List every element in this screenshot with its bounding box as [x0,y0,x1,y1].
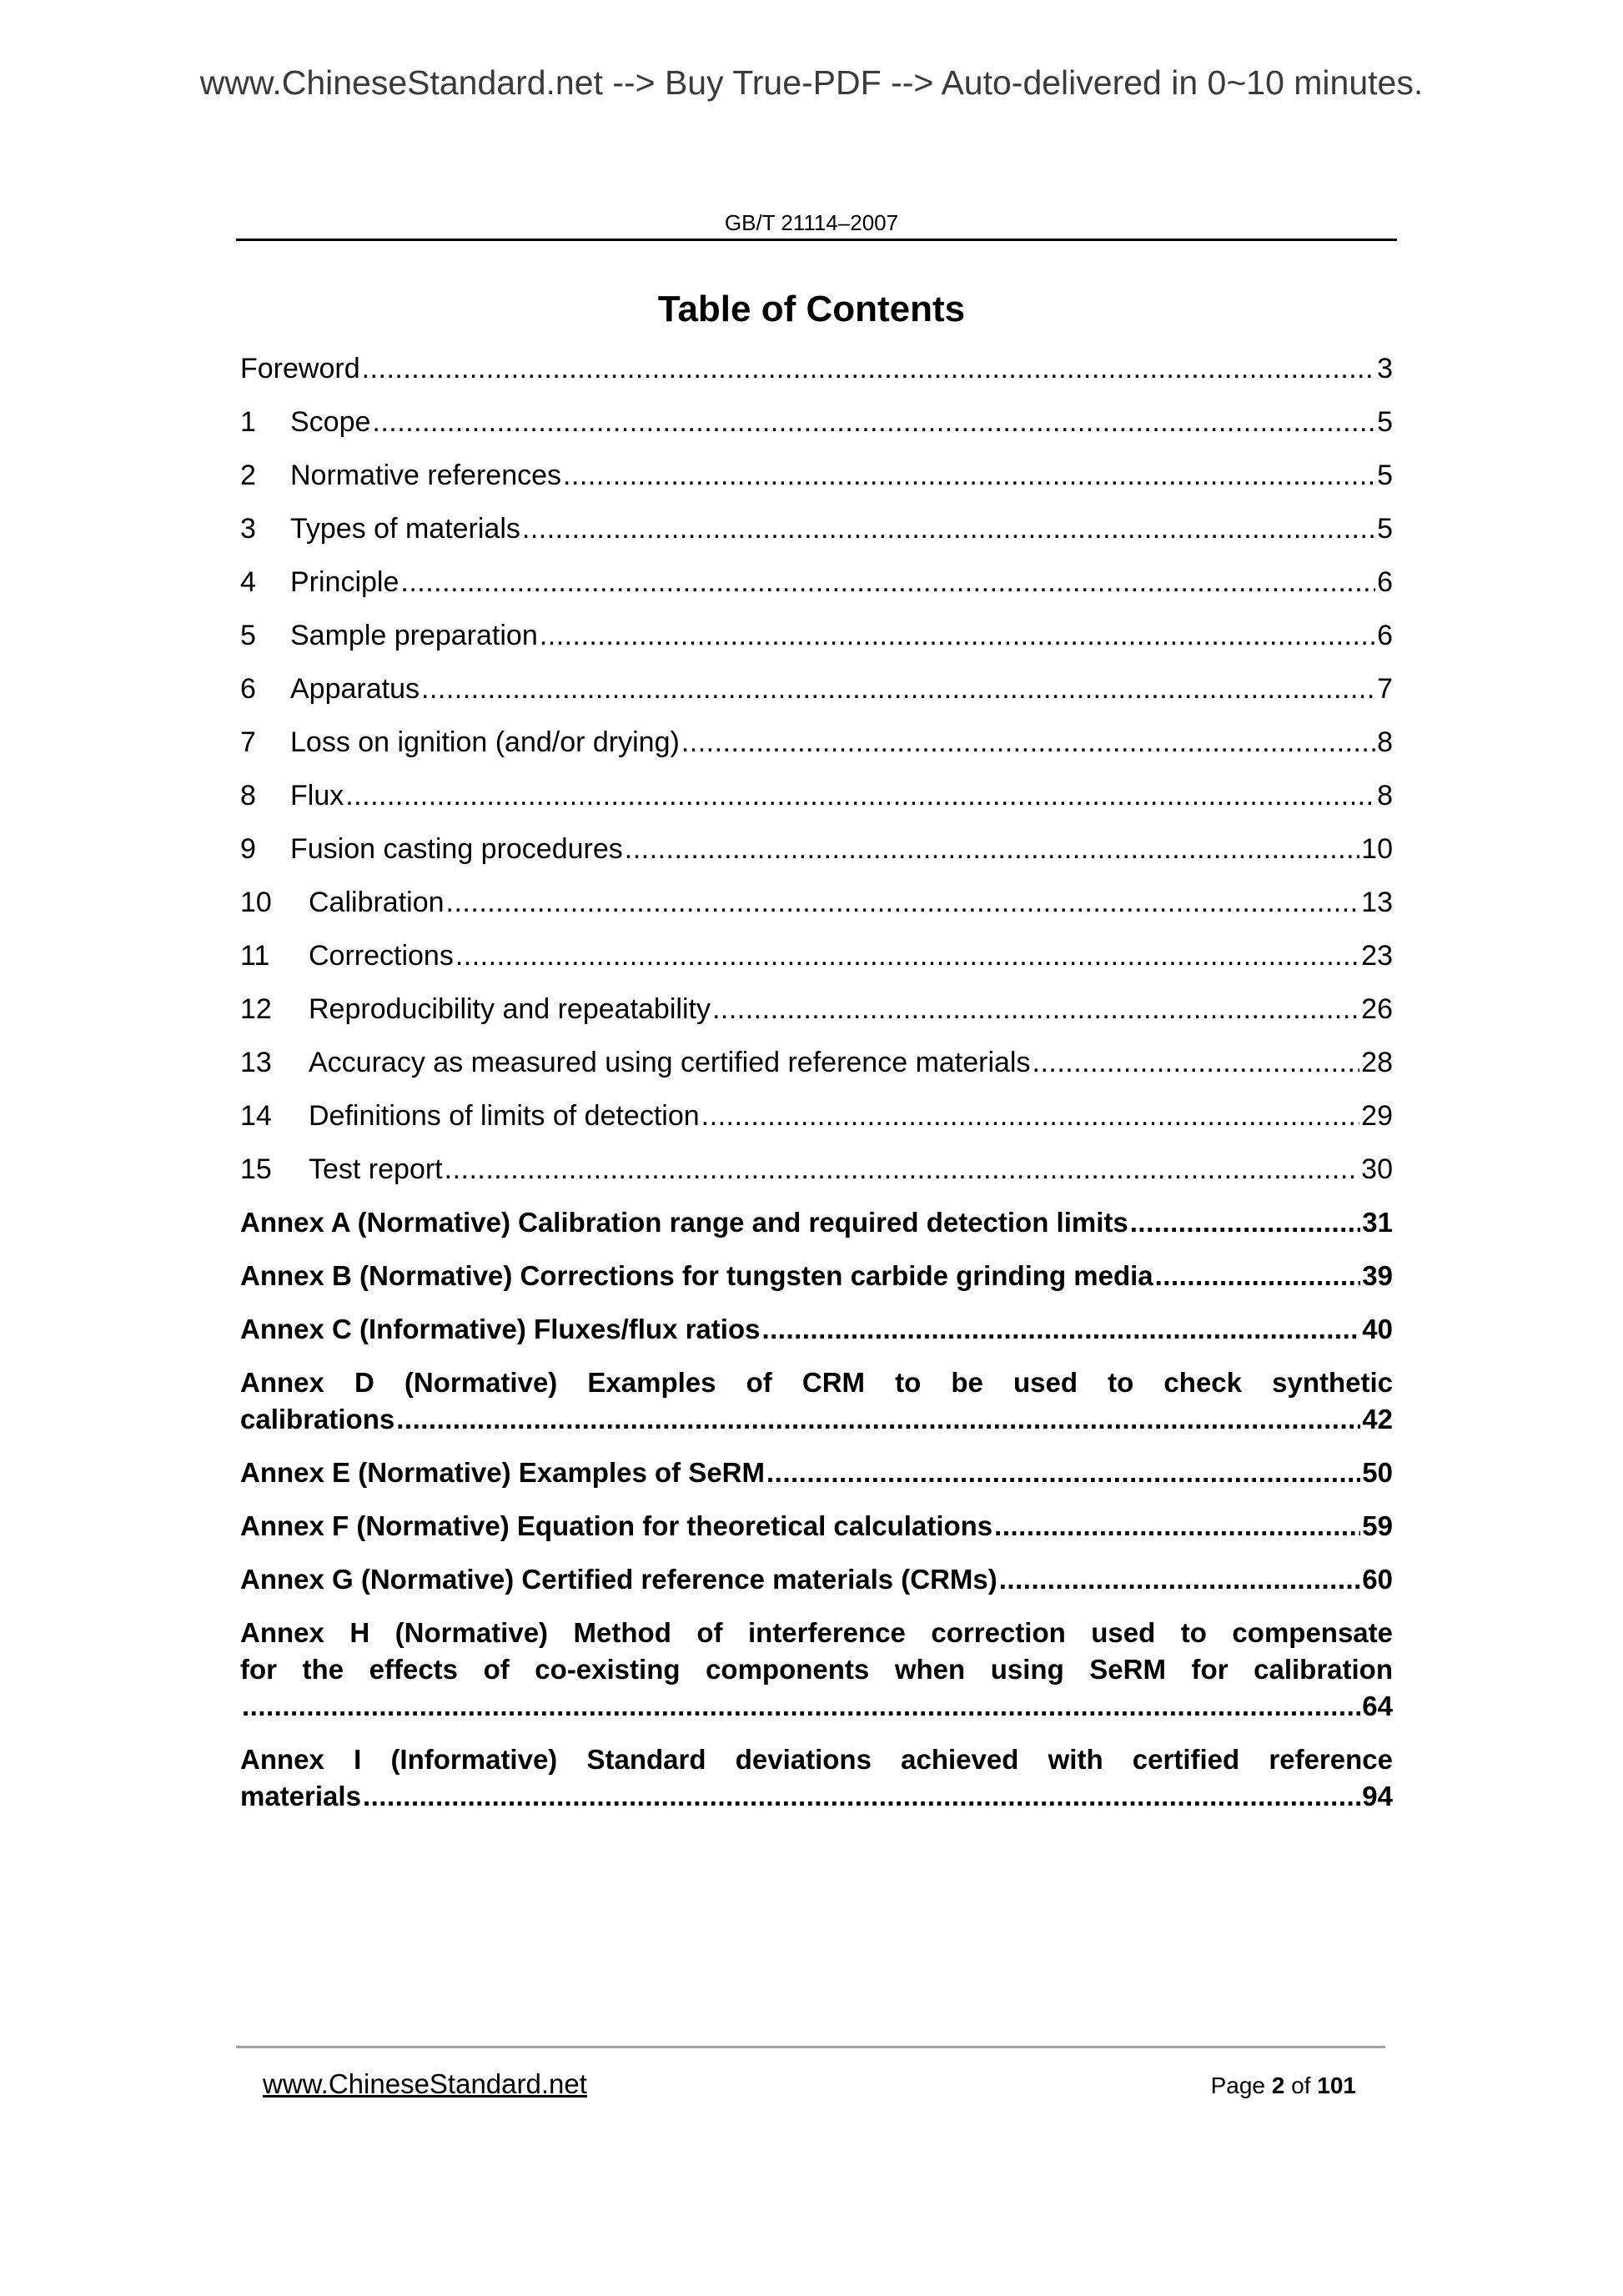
toc-entry-last-line [240,1151,1393,1188]
toc-entry-page: 60 [1362,1564,1393,1595]
toc-entry-title: Corrections [309,940,454,972]
toc-entry-page: 59 [1362,1510,1393,1541]
toc-entry-last-line [240,1044,1393,1081]
dot-leader [445,1151,1360,1188]
toc-entry-title: Annex G (Normative) Certified reference materials (CRMs) [240,1564,997,1595]
toc-entry-number: 15 [240,1153,272,1185]
toc-entry-number: 4 [240,566,256,598]
toc-entry-last-line [240,350,1393,387]
dot-leader [421,671,1375,707]
toc-entry-page: 26 [1361,993,1393,1025]
toc-entry-title: Annex H (Normative) Method of interference correction used to compensate [240,1617,1393,1648]
toc-entry-title: materials [240,1781,361,1811]
page-of: of [1291,2072,1311,2098]
toc-entry-page: 31 [1362,1207,1393,1238]
toc-entry-line [240,1364,1393,1401]
toc-entry-page: 42 [1362,1404,1393,1434]
toc-entry-number: 14 [240,1100,272,1132]
toc-entry-title: Sample preparation [290,620,538,651]
toc-entry[interactable] [240,600,1393,654]
toc-entry-page: 5 [1377,460,1393,491]
toc-entry-title: Apparatus [290,673,420,705]
dot-leader [242,1688,1360,1725]
toc-entry-last-line [240,991,1393,1027]
toc-entry-title: Annex D (Normative) Examples of CRM to be used to check synthetic [240,1367,1393,1398]
toc-entry[interactable] [240,814,1393,867]
toc-entry-line [240,1651,1393,1688]
toc-entry[interactable] [240,1027,1393,1081]
toc-entry-title: Loss on ignition (and/or drying) [290,726,680,758]
dot-leader [455,937,1359,974]
toc-entry-last-line [240,1454,1393,1491]
dot-leader [712,991,1359,1027]
footer-website-link[interactable]: www.ChineseStandard.net [263,2068,587,2099]
toc-entry-title: Reproducibility and repeatability [309,993,711,1025]
toc-entry-number: 2 [240,460,256,491]
toc-entry[interactable] [240,707,1393,761]
toc-entry-last-line [240,884,1393,921]
toc-entry-number: 6 [240,673,256,705]
dot-leader [625,831,1359,867]
toc-entry-number: 10 [240,887,272,918]
dot-leader [540,617,1375,654]
toc-entry-last-line [240,457,1393,494]
toc-entry-last-line [240,1561,1393,1598]
toc-entry-number: 7 [240,726,256,758]
page-current: 2 [1271,2072,1285,2098]
page-indicator [1211,2072,1356,2099]
toc-entry-last-line [240,1688,1393,1725]
toc-entry-title: Annex B (Normative) Corrections for tungsten carbide grinding media [240,1260,1153,1291]
toc-entry-page: 5 [1377,513,1393,545]
toc-entry-page: 30 [1361,1153,1393,1185]
dot-leader [446,884,1360,921]
toc-entry-title: Scope [290,406,371,438]
dot-leader [999,1561,1361,1598]
toc-entry-last-line [240,1778,1393,1815]
dot-leader [681,724,1375,761]
dot-leader [766,1454,1360,1491]
toc-entry-title: Types of materials [290,513,520,545]
toc-entry[interactable] [240,921,1393,974]
toc-entry-page: 94 [1362,1781,1393,1811]
toc-entry[interactable] [240,974,1393,1027]
toc-entry[interactable] [240,1438,1393,1491]
toc-entry-last-line [240,1401,1393,1438]
toc-entry[interactable] [240,1134,1393,1188]
toc-entry-page: 50 [1362,1457,1393,1488]
toc-entry-number: 8 [240,780,256,811]
toc-title: Table of Contents [657,289,966,329]
toc-entry-last-line [240,564,1393,600]
dot-leader [372,404,1375,440]
header-divider [236,239,1397,241]
toc-entry-page: 39 [1362,1260,1393,1291]
toc-entry-title: Normative references [290,460,562,491]
dot-leader [761,1311,1360,1348]
dot-leader [363,1778,1360,1815]
dot-leader [345,777,1375,814]
dot-leader [701,1098,1360,1134]
toc-entry-page: 8 [1377,780,1393,811]
toc-entry[interactable] [240,1348,1393,1438]
toc-entry-number: 13 [240,1047,272,1078]
toc-entry-number: 1 [240,406,256,438]
toc-entry-title: Flux [290,780,344,811]
toc-entry-last-line [240,831,1393,867]
toc-entry-page: 8 [1377,726,1393,758]
toc-entry-title: Annex E (Normative) Examples of SeRM [240,1457,765,1488]
toc-entry-title: Annex I (Informative) Standard deviations achieved with certified reference [240,1744,1393,1775]
toc-entry-title: Definitions of limits of detection [309,1100,700,1132]
toc-entry-page: 10 [1361,833,1393,865]
toc-entry-last-line [240,1311,1393,1348]
toc-entry-page: 3 [1377,353,1393,384]
toc-entry-last-line [240,724,1393,761]
toc-entry-number: 5 [240,620,256,651]
dot-leader [1130,1204,1361,1241]
toc-entry[interactable] [240,1188,1393,1241]
toc-entry-page: 40 [1362,1314,1393,1344]
toc-entry[interactable] [240,547,1393,600]
toc-entry-line [240,1741,1393,1778]
toc-entry-title: Principle [290,566,399,598]
toc-entry-last-line [240,404,1393,440]
toc-entry[interactable] [240,440,1393,494]
toc-entry-last-line [240,1204,1393,1241]
toc-entry-line [240,1615,1393,1651]
toc-entry-last-line [240,777,1393,814]
toc-entry[interactable] [240,1081,1393,1134]
dot-leader [400,564,1375,600]
page-label: Page [1210,2072,1265,2098]
toc-entry-last-line [240,510,1393,547]
toc-entry-page: 5 [1377,406,1393,438]
toc-entry-title: Annex A (Normative) Calibration range and required detection limits [240,1207,1128,1238]
toc-entry[interactable] [240,1545,1393,1598]
toc-entry-page: 23 [1361,940,1393,972]
toc-entry-last-line [240,1098,1393,1134]
toc-entry-last-line [240,937,1393,974]
toc-entry-title: Accuracy as measured using certified reference materials [309,1047,1031,1078]
toc-entry-title: Annex C (Informative) Fluxes/flux ratios [240,1314,761,1344]
dot-leader [522,510,1375,547]
toc-entry-number: 9 [240,833,256,865]
toc-entry[interactable] [240,761,1393,814]
toc-entry[interactable] [240,654,1393,707]
toc-entry-number: 11 [240,940,270,972]
promo-banner: www.ChineseStandard.net --> Buy True-PDF --> Auto-delivered in 0~10 minutes. [199,63,1424,102]
toc-entry[interactable] [240,387,1393,440]
toc-entry[interactable] [240,334,1393,387]
toc-entry-last-line [240,671,1393,707]
toc-list [240,334,1393,1815]
dot-leader [1155,1258,1361,1294]
toc-entry-title: Foreword [240,353,360,384]
toc-entry[interactable] [240,1725,1393,1815]
toc-entry-last-line [240,1258,1393,1294]
toc-entry-title: calibrations [240,1404,395,1434]
toc-entry-last-line [240,617,1393,654]
dot-leader [396,1401,1360,1438]
toc-entry-title: Test report [309,1153,443,1185]
footer-divider [236,2046,1385,2048]
toc-entry-number: 3 [240,513,256,545]
page-total: 101 [1317,2072,1356,2098]
toc-entry[interactable] [240,1241,1393,1294]
dot-leader [994,1508,1360,1545]
toc-entry-page: 7 [1377,673,1393,705]
toc-entry[interactable] [240,1598,1393,1725]
toc-entry-page: 13 [1361,887,1393,918]
toc-entry-page: 64 [1362,1691,1393,1721]
toc-entry-page: 6 [1377,566,1393,598]
toc-entry[interactable] [240,1491,1393,1545]
toc-entry-number: 12 [240,993,272,1025]
toc-entry-page: 29 [1361,1100,1393,1132]
toc-entry[interactable] [240,1294,1393,1348]
toc-entry-last-line [240,1508,1393,1545]
dot-leader [362,350,1375,387]
toc-entry-title: Calibration [309,887,445,918]
toc-entry-title: for the effects of co-existing components when using SeRM for calibration [240,1654,1393,1685]
toc-entry-page: 6 [1377,620,1393,651]
toc-entry-title: Annex F (Normative) Equation for theoretical calculations [240,1510,993,1541]
dot-leader [1033,1044,1360,1081]
dot-leader [563,457,1375,494]
toc-entry-title: Fusion casting procedures [290,833,623,865]
toc-entry-page: 28 [1361,1047,1393,1078]
standard-code-header: GB/T 21114–2007 [724,210,899,235]
toc-entry[interactable] [240,494,1393,547]
toc-entry[interactable] [240,867,1393,921]
